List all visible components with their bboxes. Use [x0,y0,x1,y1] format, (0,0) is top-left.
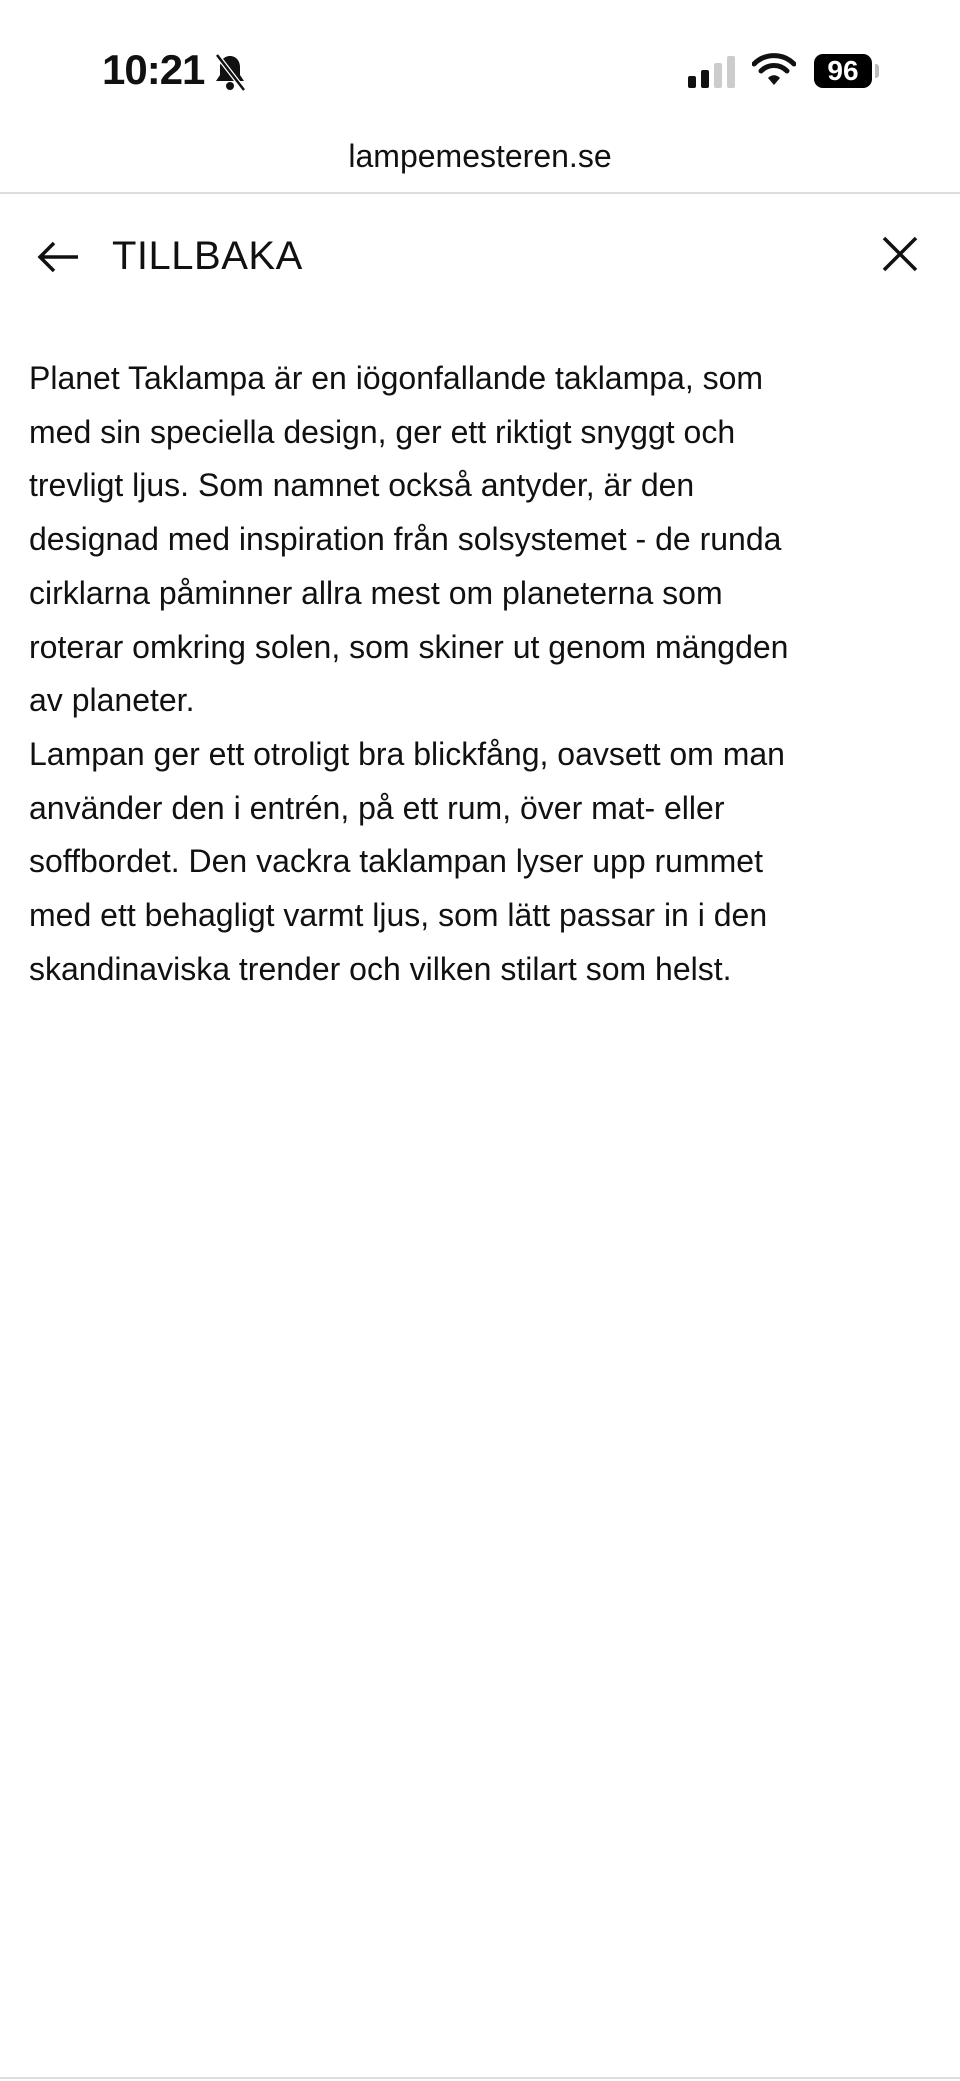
text-line: trevligt ljus. Som namnet också antyder, är den [29,467,695,504]
battery-level: 96 [827,55,859,86]
url-bar[interactable]: lampemesteren.se [348,138,612,174]
description-paragraph [29,352,939,728]
back-label: TILLBAKA [112,234,303,278]
cellular-signal-icon [688,56,738,88]
text-line: cirklarna påminner allra mest om planeterna som [29,574,723,611]
back-button[interactable] [36,234,303,279]
text-line: designad med inspiration från solsystemet - de runda [29,521,782,558]
text-line: med sin speciella design, ger ett riktigt snyggt och [29,413,736,450]
bell-slash-icon [212,52,248,92]
text-line: soffbordet. Den vackra taklampan lyser upp rummet [29,843,763,880]
wifi-icon [752,52,796,88]
text-line: Lampan ger ett otroligt bra blickfång, oavsett om man [29,735,785,772]
bottom-divider [0,2077,960,2079]
text-line: skandinaviska trender och vilken stilart som helst. [29,950,732,987]
text-line: använder den i entrén, på ett rum, över mat- eller [29,789,725,826]
close-icon[interactable] [880,234,920,274]
status-time: 10:21 [102,46,205,93]
battery-icon [814,54,872,88]
battery-cap [875,64,879,78]
text-line: med ett behagligt varmt ljus, som lätt passar in i den [29,897,768,934]
divider [0,192,960,194]
status-bar [0,0,960,120]
text-line: Planet Taklampa är en iögonfallande taklampa, som [29,360,764,396]
page-header [0,220,960,292]
arrow-left-icon [36,239,80,275]
description-paragraph [29,728,939,997]
product-description [29,352,939,996]
text-line: av planeter. [29,682,195,719]
text-line: roterar omkring solen, som skiner ut genom mängden [29,628,789,665]
